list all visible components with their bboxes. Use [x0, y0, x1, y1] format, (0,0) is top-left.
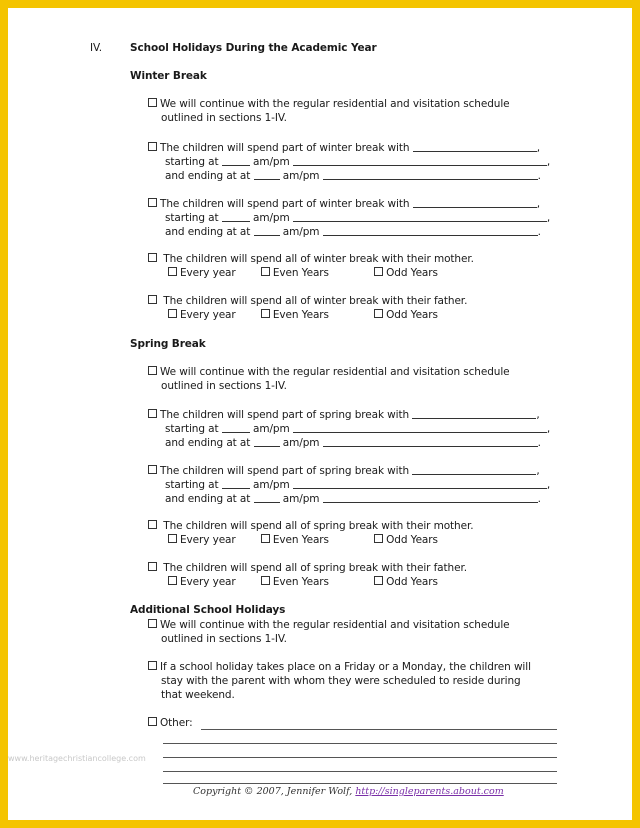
other-blank-line[interactable] [163, 783, 557, 784]
checkbox[interactable] [148, 619, 157, 628]
checkbox[interactable] [148, 198, 157, 207]
winter-part-end-2: and ending at at am/pm . [165, 226, 541, 238]
winter-part-end-1: and ending at at am/pm . [165, 170, 541, 182]
checkbox[interactable] [374, 534, 383, 543]
blank-line[interactable] [412, 408, 536, 419]
blank-line[interactable] [293, 478, 547, 489]
other-blank-line[interactable] [201, 729, 557, 730]
spring-continue-line2: outlined in sections 1-IV. [161, 380, 287, 392]
winter-mother-years: Every year Even Years Odd Years [168, 267, 438, 280]
other-blank-line[interactable] [163, 771, 557, 772]
winter-heading: Winter Break [130, 70, 207, 82]
blank-line[interactable] [323, 169, 538, 180]
additional-continue-line2: outlined in sections 1-IV. [161, 633, 287, 645]
checkbox[interactable] [261, 534, 270, 543]
blank-line[interactable] [254, 225, 280, 236]
checkbox[interactable] [148, 661, 157, 670]
additional-friday-option[interactable]: If a school holiday takes place on a Friday or a Monday, the children will [148, 661, 531, 674]
spring-part-option-1[interactable]: The children will spend part of spring break with , [148, 408, 540, 422]
spring-mother-option[interactable]: The children will spend all of spring break with their mother. [148, 520, 473, 533]
checkbox[interactable] [374, 576, 383, 585]
checkbox[interactable] [261, 576, 270, 585]
checkbox[interactable] [148, 409, 157, 418]
spring-heading: Spring Break [130, 338, 206, 350]
blank-line[interactable] [254, 169, 280, 180]
section-title: School Holidays During the Academic Year [130, 42, 377, 54]
checkbox[interactable] [168, 534, 177, 543]
checkbox[interactable] [148, 98, 157, 107]
checkbox[interactable] [148, 465, 157, 474]
spring-father-years: Every year Even Years Odd Years [168, 576, 438, 589]
blank-line[interactable] [293, 155, 547, 166]
spring-continue-option[interactable]: We will continue with the regular residential and visitation schedule [148, 366, 510, 379]
checkbox[interactable] [148, 520, 157, 529]
blank-line[interactable] [254, 492, 280, 503]
checkbox[interactable] [261, 267, 270, 276]
winter-part-start-1: starting at am/pm , [165, 156, 551, 168]
footer-link[interactable]: http://singleparents.about.com [355, 786, 504, 797]
section-number: IV. [90, 42, 102, 54]
other-blank-line[interactable] [163, 743, 557, 744]
winter-mother-option[interactable]: The children will spend all of winter break with their mother. [148, 253, 474, 266]
checkbox[interactable] [374, 267, 383, 276]
checkbox[interactable] [148, 366, 157, 375]
winter-father-years: Every year Even Years Odd Years [168, 309, 438, 322]
additional-friday-line3: that weekend. [161, 689, 235, 701]
winter-continue-option[interactable]: We will continue with the regular residential and visitation schedule [148, 98, 510, 111]
winter-father-option[interactable]: The children will spend all of winter break with their father. [148, 295, 467, 308]
additional-heading: Additional School Holidays [130, 604, 286, 616]
winter-continue-line2: outlined in sections 1-IV. [161, 112, 287, 124]
additional-continue-option[interactable]: We will continue with the regular residential and visitation schedule [148, 619, 510, 632]
checkbox[interactable] [148, 717, 157, 726]
other-blank-line[interactable] [163, 757, 557, 758]
spring-part-start-1: starting at am/pm , [165, 423, 551, 435]
additional-friday-line2: stay with the parent with whom they were scheduled to reside during [161, 675, 521, 687]
winter-part-option-1[interactable]: The children will spend part of winter break with , [148, 141, 540, 155]
blank-line[interactable] [222, 211, 250, 222]
checkbox[interactable] [148, 253, 157, 262]
document-page [8, 8, 632, 820]
blank-line[interactable] [293, 211, 547, 222]
winter-part-option-2[interactable]: The children will spend part of winter break with , [148, 197, 540, 211]
spring-part-option-2[interactable]: The children will spend part of spring break with , [148, 464, 540, 478]
checkbox[interactable] [168, 576, 177, 585]
checkbox[interactable] [168, 309, 177, 318]
blank-line[interactable] [413, 197, 537, 208]
footer: Copyright © 2007, Jennifer Wolf, http://singleparents.about.com [193, 786, 504, 797]
winter-part-start-2: starting at am/pm , [165, 212, 551, 224]
blank-line[interactable] [293, 422, 547, 433]
spring-part-start-2: starting at am/pm , [165, 479, 551, 491]
spring-mother-years: Every year Even Years Odd Years [168, 534, 438, 547]
additional-other-option[interactable]: Other: [148, 717, 193, 730]
checkbox[interactable] [261, 309, 270, 318]
blank-line[interactable] [413, 141, 537, 152]
blank-line[interactable] [222, 422, 250, 433]
checkbox[interactable] [168, 267, 177, 276]
blank-line[interactable] [412, 464, 536, 475]
checkbox[interactable] [148, 295, 157, 304]
spring-part-end-1: and ending at at am/pm . [165, 437, 541, 449]
blank-line[interactable] [222, 478, 250, 489]
spring-father-option[interactable]: The children will spend all of spring break with their father. [148, 562, 467, 575]
blank-line[interactable] [323, 436, 538, 447]
blank-line[interactable] [323, 492, 538, 503]
checkbox[interactable] [148, 142, 157, 151]
blank-line[interactable] [323, 225, 538, 236]
blank-line[interactable] [222, 155, 250, 166]
watermark: www.heritagechristiancollege.com [8, 754, 146, 763]
blank-line[interactable] [254, 436, 280, 447]
checkbox[interactable] [374, 309, 383, 318]
checkbox[interactable] [148, 562, 157, 571]
spring-part-end-2: and ending at at am/pm . [165, 493, 541, 505]
